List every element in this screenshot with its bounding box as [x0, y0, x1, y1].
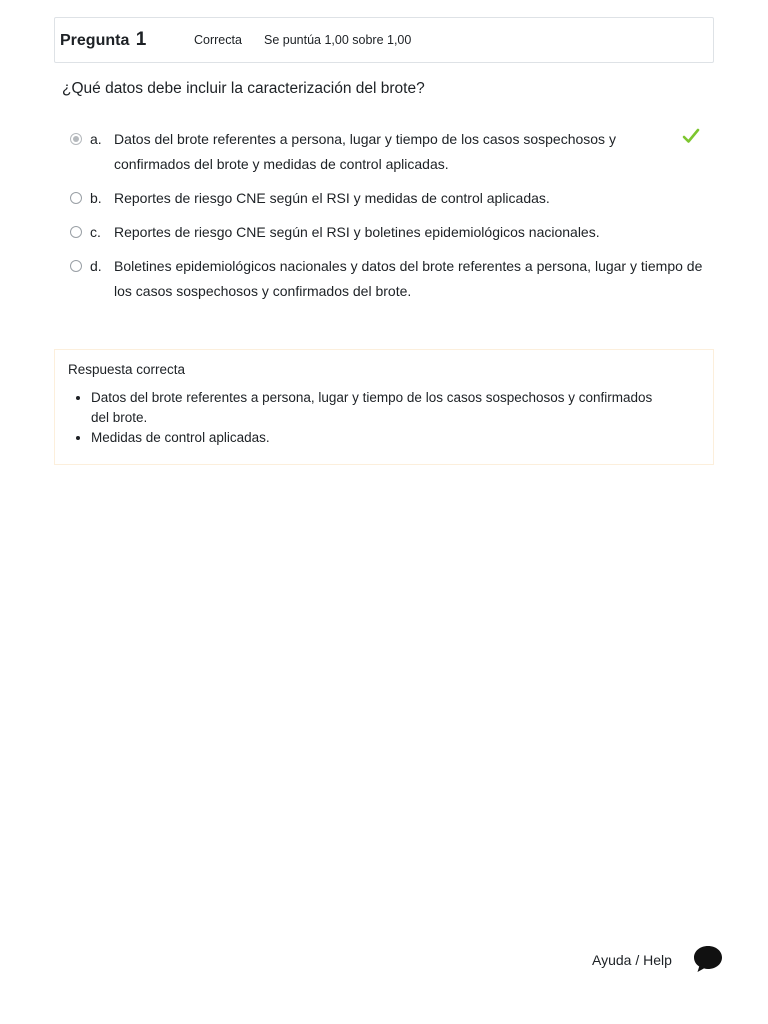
feedback-list: [68, 388, 700, 448]
answer-option-d: [66, 254, 706, 304]
answer-letter-c: c.: [90, 224, 101, 240]
answer-radio-c: [70, 226, 82, 238]
answer-option-a: [66, 127, 706, 177]
correct-answer-feedback: [54, 349, 714, 465]
question-text: ¿Qué datos debe incluir la caracterización del brote?: [62, 80, 425, 97]
answer-list: [66, 127, 706, 313]
answer-text-a: Datos del brote referentes a persona, lugar y tiempo de los casos sospechosos y confirmados del brote y medidas de control aplicadas.: [114, 131, 616, 172]
feedback-title: Respuesta correcta: [68, 362, 186, 377]
question-grade: Se puntúa 1,00 sobre 1,00: [264, 33, 412, 47]
answer-radio-a: [70, 133, 82, 145]
answer-text-c: Reportes de riesgo CNE según el RSI y boletines epidemiológicos nacionales.: [114, 224, 600, 240]
answer-letter-d: d.: [90, 258, 102, 274]
answer-letter-b: b.: [90, 190, 102, 206]
answer-radio-d: [70, 260, 82, 272]
answer-radio-b: [70, 192, 82, 204]
check-icon: [682, 127, 700, 145]
answer-option-c: [66, 220, 706, 245]
feedback-item: • Datos del brote referentes a persona, lugar y tiempo de los casos sospechosos y confirmados del brote.: [91, 388, 700, 428]
question-number: [60, 29, 194, 51]
question-label: Pregunta: [60, 32, 130, 49]
question-state: Correcta: [194, 33, 242, 47]
answer-letter-a: a.: [90, 131, 102, 147]
answer-text-d: Boletines epidemiológicos nacionales y datos del brote referentes a persona, lugar y tiempo de los casos sospechosos y confirmados del brote.: [114, 258, 703, 299]
feedback-item: • Medidas de control aplicadas.: [91, 428, 700, 448]
answer-text-b: Reportes de riesgo CNE según el RSI y medidas de control aplicadas.: [114, 190, 550, 206]
help-label[interactable]: Ayuda / Help: [592, 952, 672, 968]
help-widget[interactable]: [592, 944, 724, 974]
chat-bubble-icon[interactable]: [692, 944, 724, 974]
answer-option-b: [66, 186, 706, 211]
question-number-value: 1: [135, 29, 147, 50]
question-info-header: [54, 17, 714, 63]
